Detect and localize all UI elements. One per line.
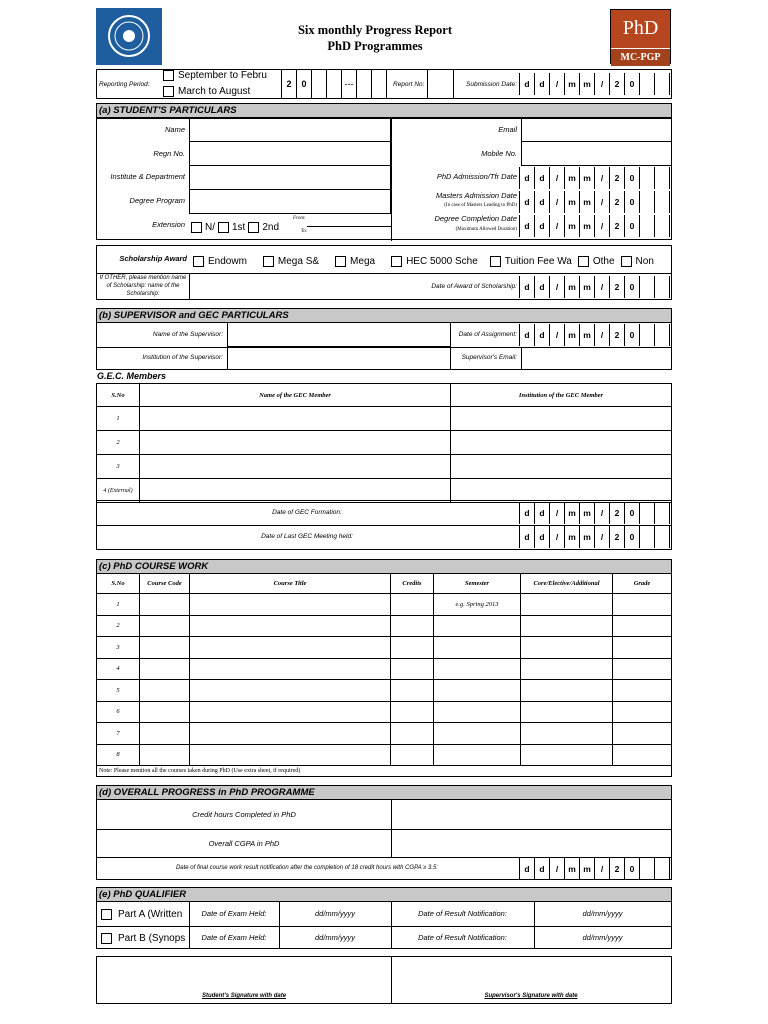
regn-label: Regn No.: [153, 149, 185, 158]
admission-label: PhD Admission/Tfr Date: [436, 172, 517, 181]
other-scholarship-field[interactable]: [189, 273, 190, 300]
date-cell: /: [594, 215, 609, 237]
scholarship-option: Tuition Fee Wa: [504, 256, 572, 267]
gec-member-name[interactable]: [140, 407, 451, 431]
gec-member-name[interactable]: [140, 479, 451, 503]
final-result-label: Date of final course work result notification after the completion of 18 credit hours with CGPA ≥ 3.5:: [175, 865, 439, 871]
course-semester[interactable]: [434, 744, 521, 766]
date-cell: [654, 502, 669, 524]
qualifier-hdivider: [97, 926, 671, 927]
name-field[interactable]: [189, 119, 391, 142]
date-cell: m: [579, 502, 594, 524]
mobile-field[interactable]: [521, 142, 672, 166]
course-type[interactable]: [521, 615, 613, 637]
date-cell: /: [594, 191, 609, 213]
date-cell: d: [519, 73, 534, 95]
course-table: [96, 573, 672, 777]
course-code[interactable]: [140, 658, 190, 680]
date-cell: /: [594, 858, 609, 880]
date-cell: d: [534, 858, 549, 880]
date-cell: m: [579, 324, 594, 346]
extension-label: Extension: [152, 220, 185, 229]
reporting-period-label: Reporting Period:: [99, 81, 150, 88]
cgpa-label: Overall CGPA in PhD: [208, 839, 280, 848]
date-cell: /: [549, 73, 564, 95]
from-label: From:: [293, 216, 306, 221]
part-a-result-label: Date of Result Notification:: [418, 909, 507, 918]
part-a-option[interactable]: [101, 909, 182, 920]
date-cell: m: [564, 526, 579, 548]
date-cell: 0: [624, 502, 639, 524]
date-cell: [639, 73, 654, 95]
year-cell: [327, 70, 342, 98]
scholarship-option: Othe: [592, 256, 615, 267]
date-cell: /: [594, 73, 609, 95]
gec-formation-date[interactable]: [519, 502, 670, 524]
gec-col-sno: S.No: [97, 384, 140, 407]
course-code[interactable]: [140, 723, 190, 745]
course-type[interactable]: [521, 594, 613, 616]
other-scholarship-label: If OTHER, please mention name of Scholarship: name of the Scholarship:: [99, 275, 187, 297]
date-cell: d: [519, 526, 534, 548]
date-cell: 2: [609, 167, 624, 189]
checkbox[interactable]: [218, 222, 229, 233]
course-grade[interactable]: [613, 658, 672, 680]
date-cell: /: [549, 526, 564, 548]
course-code[interactable]: [140, 615, 190, 637]
date-cell: m: [579, 526, 594, 548]
date-cell: d: [534, 502, 549, 524]
year-cell: [312, 70, 327, 98]
gec-member-inst[interactable]: [451, 431, 672, 455]
supervisor-box: [96, 322, 672, 370]
course-semester[interactable]: [434, 701, 521, 723]
date-cell: [639, 502, 654, 524]
course-credits[interactable]: [391, 658, 434, 680]
date-cell: [639, 191, 654, 213]
checkbox[interactable]: [163, 86, 174, 97]
part-a-result-field[interactable]: dd/mm/yyyy: [582, 909, 623, 918]
date-cell: m: [564, 191, 579, 213]
supervisor-inst-field[interactable]: [227, 347, 451, 370]
institute-field[interactable]: [189, 166, 391, 190]
date-cell: d: [519, 167, 534, 189]
course-type[interactable]: [521, 680, 613, 702]
option-label: March to August: [178, 86, 251, 97]
date-cell: m: [564, 324, 579, 346]
gec-row-sno: 3: [97, 455, 140, 479]
date-cell: /: [594, 324, 609, 346]
date-cell: /: [594, 526, 609, 548]
course-semester[interactable]: [434, 658, 521, 680]
date-cell: [654, 167, 669, 189]
date-cell: /: [549, 167, 564, 189]
course-grade[interactable]: [613, 680, 672, 702]
part-b-label: Part B (Synops: [118, 933, 186, 944]
admission-date[interactable]: [519, 167, 670, 189]
supervisor-inst-label: Institution of the Supervisor:: [142, 354, 223, 361]
date-cell: m: [564, 73, 579, 95]
date-cell: d: [519, 324, 534, 346]
course-credits[interactable]: [391, 637, 434, 659]
assignment-label: Date of Assignment:: [458, 331, 517, 338]
gec-member-name[interactable]: [140, 455, 451, 479]
ext-option: 1st: [232, 222, 246, 233]
year-cells[interactable]: [281, 70, 387, 98]
checkbox[interactable]: [101, 909, 112, 920]
student-particulars: [96, 118, 672, 240]
date-cell: 0: [624, 276, 639, 298]
course-row-sno: 8: [97, 744, 140, 766]
gec-col-name: Name of the GEC Member: [140, 384, 451, 407]
course-grade[interactable]: [613, 744, 672, 766]
completion-note: (Maximum Allowed Duration): [455, 227, 517, 232]
date-cell: m: [579, 73, 594, 95]
university-logo: [96, 8, 162, 65]
checkbox[interactable]: [578, 256, 589, 267]
date-cell: 2: [609, 502, 624, 524]
ext-option: N/: [205, 222, 215, 233]
from-line[interactable]: [307, 226, 391, 227]
course-grade[interactable]: [613, 723, 672, 745]
date-cell: /: [549, 276, 564, 298]
course-title[interactable]: [190, 658, 391, 680]
ext-option: 2nd: [262, 222, 280, 233]
period-option-1[interactable]: [163, 70, 267, 81]
course-grade[interactable]: [613, 594, 672, 616]
course-type[interactable]: [521, 744, 613, 766]
phd-badge: [610, 9, 671, 64]
date-cell: d: [534, 526, 549, 548]
report-no-label: Report No:: [393, 81, 425, 88]
scholarship-option: HEC 5000 Sche: [406, 256, 478, 267]
badge-bottom: MC-PGP: [611, 48, 670, 66]
checkbox[interactable]: [621, 256, 632, 267]
course-semester[interactable]: [434, 637, 521, 659]
course-row-sno: 7: [97, 723, 140, 745]
submission-date[interactable]: [519, 73, 670, 95]
course-type[interactable]: [521, 637, 613, 659]
date-cell: d: [534, 167, 549, 189]
date-cell: 2: [609, 858, 624, 880]
course-credits[interactable]: [391, 744, 434, 766]
scholarship-options[interactable]: [193, 256, 654, 267]
gec-dates-box: [96, 500, 672, 550]
supervisor-name-label: Name of the Supervisor:: [152, 331, 223, 338]
course-credits[interactable]: [391, 723, 434, 745]
course-col-title: Course Title: [190, 574, 391, 594]
gec-member-inst[interactable]: [451, 407, 672, 431]
date-cell: /: [594, 276, 609, 298]
course-title[interactable]: [190, 701, 391, 723]
section-a-header: (a) STUDENT'S PARTICULARS: [96, 103, 672, 118]
title-line1: Six monthly Progress Report: [297, 23, 453, 37]
credit-hours-label: Credit hours Completed in PhD: [192, 810, 296, 819]
student-signature[interactable]: Student's Signature with date: [201, 993, 287, 999]
submission-date-label: Submission Date:: [466, 81, 517, 88]
period-option-2[interactable]: [163, 86, 250, 97]
to-label: To:: [301, 229, 308, 234]
date-cell: d: [534, 324, 549, 346]
course-semester[interactable]: [434, 723, 521, 745]
section-b-header: (b) SUPERVISOR and GEC PARTICULARS: [96, 308, 672, 323]
date-cell: [654, 215, 669, 237]
date-cell: 0: [624, 215, 639, 237]
gec-header: G.E.C. Members: [97, 371, 167, 381]
date-cell: d: [519, 215, 534, 237]
course-row-sno: 2: [97, 615, 140, 637]
gec-row-sno: 4 (External): [97, 479, 140, 503]
date-cell: [639, 167, 654, 189]
date-cell: d: [519, 858, 534, 880]
course-col-sno: S.No: [97, 574, 140, 594]
course-row-sno: 6: [97, 701, 140, 723]
course-grade[interactable]: [613, 701, 672, 723]
date-cell: [654, 324, 669, 346]
supervisor-signature[interactable]: Supervisor's Signature with date: [484, 993, 578, 999]
course-title[interactable]: [190, 680, 391, 702]
gec-member-name[interactable]: [140, 431, 451, 455]
supervisor-email-field[interactable]: [521, 347, 672, 370]
course-row-sno: 4: [97, 658, 140, 680]
date-cell: 2: [609, 324, 624, 346]
date-cell: /: [549, 502, 564, 524]
date-cell: m: [579, 167, 594, 189]
date-cell: 2: [609, 276, 624, 298]
checkbox[interactable]: [490, 256, 501, 267]
gec-last-meeting-date[interactable]: [519, 526, 670, 548]
date-cell: /: [549, 858, 564, 880]
section-d-header: (d) OVERALL PROGRESS in PhD PROGRAMME: [96, 785, 672, 800]
title-line2: PhD Programmes: [327, 39, 423, 53]
completion-date[interactable]: [519, 215, 670, 237]
date-cell: 0: [624, 191, 639, 213]
date-cell: d: [519, 191, 534, 213]
extension-options[interactable]: [191, 222, 279, 233]
scholarship-option: Mega S&: [277, 256, 320, 267]
course-title[interactable]: [190, 615, 391, 637]
checkbox[interactable]: [101, 933, 112, 944]
gec-row-sno: 1: [97, 407, 140, 431]
course-title[interactable]: [190, 594, 391, 616]
date-cell: m: [564, 858, 579, 880]
section-e-header: (e) PhD QUALIFIER: [96, 887, 672, 902]
gec-member-inst[interactable]: [451, 455, 672, 479]
course-col-credits: Credits: [391, 574, 434, 594]
page-title: [240, 22, 510, 54]
gec-member-inst[interactable]: [451, 479, 672, 503]
checkbox[interactable]: [163, 70, 174, 81]
course-row-sno: 3: [97, 637, 140, 659]
course-col-semester: Semester: [434, 574, 521, 594]
date-cell: [654, 191, 669, 213]
date-cell: [639, 276, 654, 298]
date-cell: [639, 324, 654, 346]
date-cell: [654, 276, 669, 298]
part-b-exam-label: Date of Exam Held:: [201, 933, 267, 942]
part-b-exam-field[interactable]: dd/mm/yyyy: [314, 933, 355, 942]
gec-row-sno: 2: [97, 431, 140, 455]
scholarship-option: Non: [635, 256, 654, 267]
year-cell: ---: [342, 70, 357, 98]
course-row-sno: 1: [97, 594, 140, 616]
signature-box: [96, 956, 672, 1004]
gec-col-inst: Institution of the GEC Member: [451, 384, 672, 407]
institute-label: Institute & Department: [110, 172, 185, 181]
date-cell: d: [534, 215, 549, 237]
option-label: September to Febru: [178, 70, 267, 81]
date-cell: [654, 858, 669, 880]
checkbox[interactable]: [391, 256, 402, 267]
part-a-label: Part A (Written: [118, 909, 183, 920]
award-date-label: Date of Award of Scholarship:: [431, 283, 517, 290]
gec-last-meeting-label: Date of Last GEC Meeting held:: [261, 533, 353, 540]
completion-label: Degree Completion Date: [434, 214, 517, 223]
date-cell: m: [564, 215, 579, 237]
assignment-date[interactable]: [519, 324, 670, 346]
part-a-exam-label: Date of Exam Held:: [201, 909, 267, 918]
date-cell: m: [564, 167, 579, 189]
date-cell: /: [549, 215, 564, 237]
email-field[interactable]: [521, 119, 672, 142]
checkbox[interactable]: [191, 222, 202, 233]
course-note: Note: Please mention all the courses taken during PhD (Use extra sheet, if required): [97, 766, 672, 777]
part-a-exam-field[interactable]: dd/mm/yyyy: [314, 909, 355, 918]
course-grade[interactable]: [613, 615, 672, 637]
report-no-field[interactable]: [427, 70, 454, 98]
date-cell: /: [594, 502, 609, 524]
course-type[interactable]: [521, 658, 613, 680]
date-cell: m: [579, 276, 594, 298]
scholarship-label: Scholarship Award: [119, 254, 187, 263]
scholarship-option: Endowm: [208, 256, 247, 267]
date-cell: 0: [624, 73, 639, 95]
date-cell: [654, 73, 669, 95]
date-cell: [639, 215, 654, 237]
date-cell: m: [579, 215, 594, 237]
reporting-row: [96, 69, 672, 99]
date-cell: /: [549, 324, 564, 346]
date-cell: m: [564, 276, 579, 298]
credit-hours-field[interactable]: [393, 801, 669, 828]
course-code[interactable]: [140, 680, 190, 702]
course-type[interactable]: [521, 701, 613, 723]
course-code[interactable]: [140, 701, 190, 723]
mobile-label: Mobile No.: [481, 149, 517, 158]
scholarship-box: [96, 245, 672, 300]
gec-formation-label: Date of GEC Formation:: [272, 509, 342, 516]
part-b-result-label: Date of Result Notification:: [418, 933, 507, 942]
course-credits[interactable]: [391, 594, 434, 616]
course-credits[interactable]: [391, 615, 434, 637]
part-b-option[interactable]: [101, 933, 185, 944]
date-cell: 2: [609, 215, 624, 237]
course-code[interactable]: [140, 637, 190, 659]
masters-label: Masters Admission Date: [436, 191, 517, 200]
date-cell: d: [534, 191, 549, 213]
date-cell: [654, 526, 669, 548]
course-col-code: Course Code: [140, 574, 190, 594]
section-c-header: (c) PhD COURSE WORK: [96, 559, 672, 574]
checkbox[interactable]: [335, 256, 346, 267]
email-label: Email: [498, 125, 517, 134]
award-date[interactable]: [519, 276, 670, 298]
course-semester[interactable]: e.g. Spring 2013: [434, 594, 521, 616]
progress-box: [96, 799, 672, 880]
date-cell: m: [579, 858, 594, 880]
course-credits[interactable]: [391, 701, 434, 723]
course-semester[interactable]: [434, 615, 521, 637]
date-cell: 0: [624, 526, 639, 548]
year-cell: [357, 70, 372, 98]
course-title[interactable]: [190, 637, 391, 659]
supervisor-name-field[interactable]: [227, 323, 451, 347]
course-title[interactable]: [190, 723, 391, 745]
masters-note: (In case of Masters Leading to PhD): [444, 203, 517, 208]
qualifier-box: [96, 901, 672, 949]
date-cell: /: [549, 191, 564, 213]
course-title[interactable]: [190, 744, 391, 766]
course-grade[interactable]: [613, 637, 672, 659]
date-cell: d: [534, 276, 549, 298]
part-b-result-field[interactable]: dd/mm/yyyy: [582, 933, 623, 942]
checkbox[interactable]: [193, 256, 204, 267]
masters-date[interactable]: [519, 191, 670, 213]
date-cell: m: [579, 191, 594, 213]
date-cell: 2: [609, 73, 624, 95]
course-code[interactable]: [140, 594, 190, 616]
date-cell: 2: [609, 191, 624, 213]
final-result-date[interactable]: [519, 858, 670, 880]
course-credits[interactable]: [391, 680, 434, 702]
date-cell: 2: [609, 526, 624, 548]
date-cell: /: [594, 167, 609, 189]
cgpa-field[interactable]: [393, 830, 669, 856]
badge-top: PhD: [611, 10, 670, 48]
degree-field[interactable]: [189, 190, 391, 214]
year-cell: 0: [297, 70, 312, 98]
gec-table: [96, 383, 672, 503]
course-col-type: Core/Elective/Additional: [521, 574, 613, 594]
course-semester[interactable]: [434, 680, 521, 702]
date-cell: 0: [624, 858, 639, 880]
date-cell: [639, 858, 654, 880]
course-code[interactable]: [140, 744, 190, 766]
date-cell: d: [534, 73, 549, 95]
supervisor-email-label: Supervisor's Email:: [461, 354, 517, 361]
regn-field[interactable]: [189, 142, 391, 166]
year-cell: [372, 70, 387, 98]
checkbox[interactable]: [263, 256, 274, 267]
course-type[interactable]: [521, 723, 613, 745]
course-row-sno: 5: [97, 680, 140, 702]
year-cell: 2: [282, 70, 297, 98]
checkbox[interactable]: [248, 222, 259, 233]
name-label: Name: [164, 125, 185, 134]
date-cell: [639, 526, 654, 548]
date-cell: 0: [624, 167, 639, 189]
scholarship-option: Mega: [350, 256, 376, 267]
date-cell: d: [519, 276, 534, 298]
degree-label: Degree Program: [129, 196, 185, 205]
date-cell: 0: [624, 324, 639, 346]
course-col-grade: Grade: [613, 574, 672, 594]
date-cell: d: [519, 502, 534, 524]
date-cell: m: [564, 502, 579, 524]
